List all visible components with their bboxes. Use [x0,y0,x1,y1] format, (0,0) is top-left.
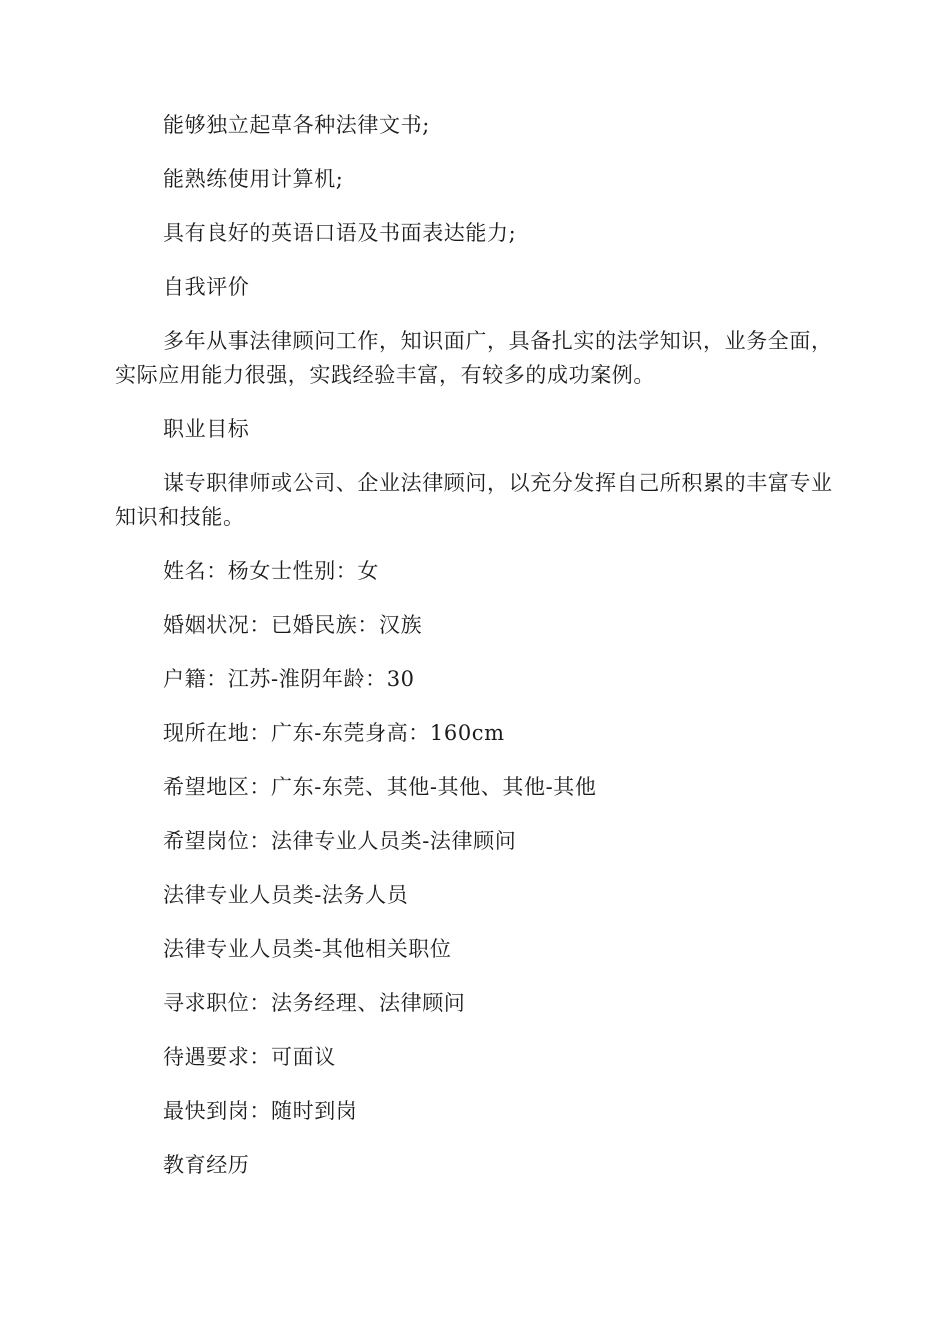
info-availability: 最快到岗：随时到岗 [163,1099,358,1123]
section-heading-self-evaluation: 自我评价 [163,275,250,299]
info-target-job: 寻求职位：法务经理、法律顾问 [163,991,466,1015]
section-heading-career-goal: 职业目标 [163,417,250,441]
document-body [115,108,835,1182]
info-location-height: 现所在地：广东-东莞身高：160cm [163,721,505,745]
section-heading-education: 教育经历 [163,1153,250,1177]
career-goal-text: 谋专职律师或公司、企业法律顾问，以充分发挥自己所积累的丰富专业知识和技能。 [115,471,833,529]
info-desired-region: 希望地区：广东-东莞、其他-其他、其他-其他 [163,775,597,799]
info-position-other: 法律专业人员类-其他相关职位 [163,937,452,961]
info-name-gender: 姓名：杨女士性别：女 [163,559,379,583]
skill-english: 具有良好的英语口语及书面表达能力; [163,221,517,245]
info-salary: 待遇要求：可面议 [163,1045,336,1069]
self-evaluation-text: 多年从事法律顾问工作，知识面广，具备扎实的法学知识，业务全面，实际应用能力很强，实践经验丰富，有较多的成功案例。 [115,329,833,387]
info-position-legal-affairs: 法律专业人员类-法务人员 [163,883,409,907]
skill-drafting: 能够独立起草各种法律文书; [163,113,430,137]
info-hometown-age: 户籍：江苏-淮阴年龄：30 [163,667,415,691]
info-marital-ethnicity: 婚姻状况：已婚民族：汉族 [163,613,423,637]
skill-computer: 能熟练使用计算机; [163,167,344,191]
info-desired-position: 希望岗位：法律专业人员类-法律顾问 [163,829,517,853]
